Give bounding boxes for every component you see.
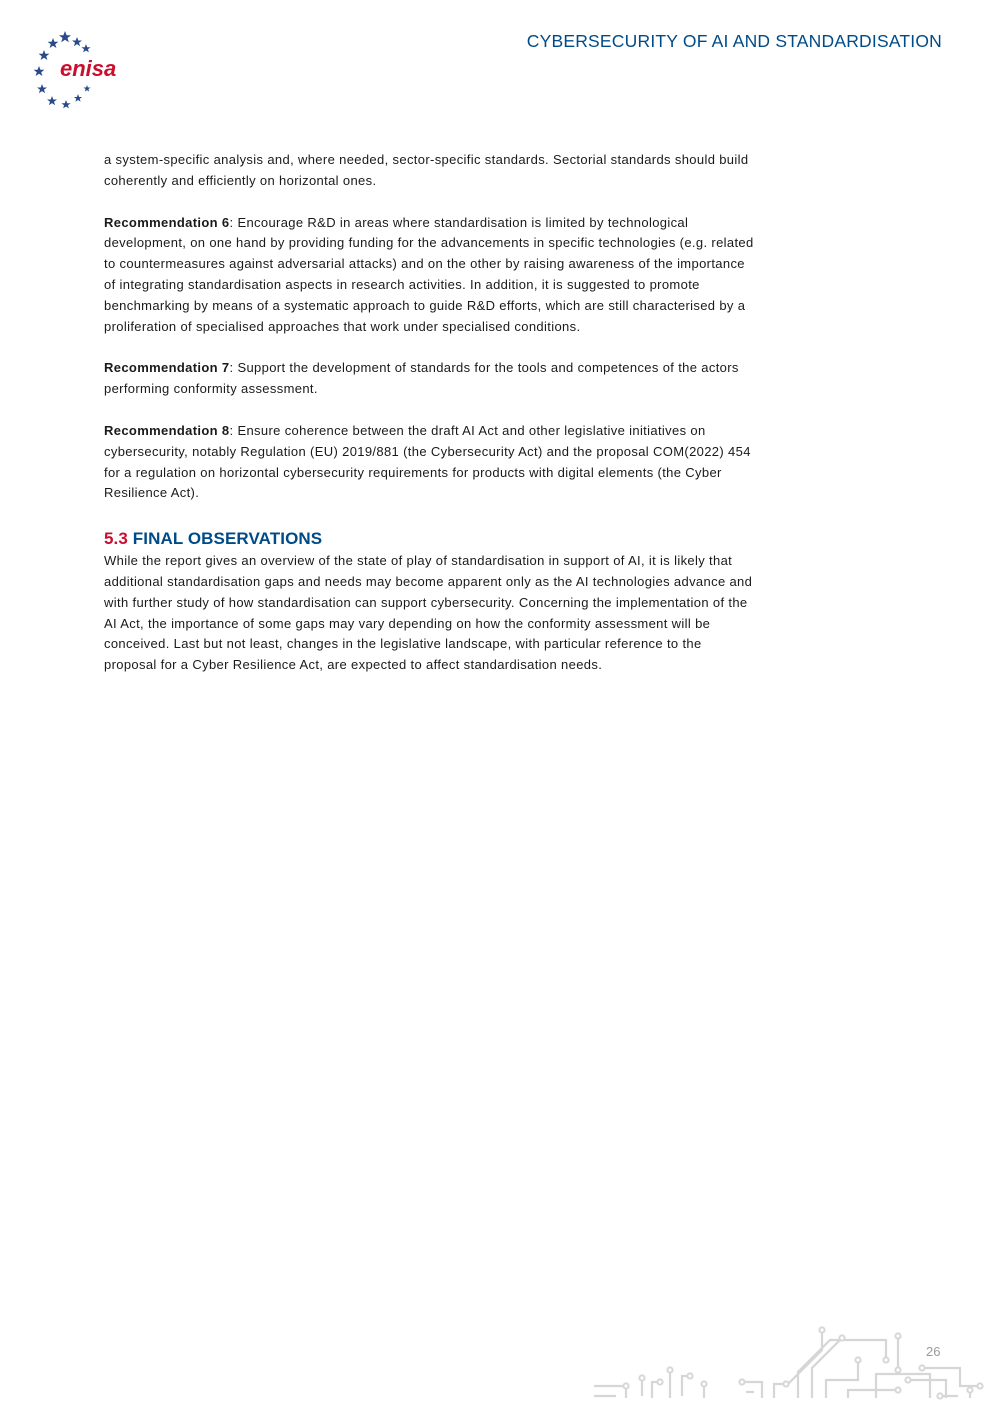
circuit-decoration — [586, 1320, 992, 1403]
main-content — [104, 150, 754, 676]
document-header-title: CYBERSECURITY OF AI AND STANDARDISATION — [526, 31, 942, 51]
recommendation-7-text: : Support the development of standards for the tools and competences of the actors performing conformity assessment. — [104, 360, 739, 397]
intro-paragraph: a system-specific analysis and, where needed, sector-specific standards. Sectorial standards should build coherently and efficiently on horizontal ones. — [104, 152, 749, 188]
recommendation-6 — [104, 213, 754, 338]
section-title: FINAL OBSERVATIONS — [132, 529, 323, 549]
section-paragraph: While the report gives an overview of the state of play of standardisation in support of AI, it is likely that additional standardisation gaps and needs may become apparent only as the AI technologies advance and with further study of how standardisation can support cybersecurity. Concerning the implementation of the AI Act, the importance of some gaps may vary depending on how the conformity assessment will be conceived. Last but not least, changes in the legislative landscape, with particular reference to the proposal for a Cyber Resilience Act, are expected to affect standardisation needs. — [104, 553, 753, 673]
page-number: 26 — [926, 1344, 941, 1359]
recommendation-6-label: Recommendation 6 — [104, 214, 230, 230]
enisa-logo-graphic — [30, 28, 126, 114]
enisa-logo — [30, 28, 126, 114]
recommendation-8-text: : Ensure coherence between the draft AI Act and other legislative initiatives on cybersecurity, notably Regulation (EU) 2019/881 (the Cybersecurity Act) and the proposal COM(2022) 454 for a regulation on horizontal cybersecurity requirements for products with digital elements (the Cyber Resilience Act). — [104, 422, 751, 501]
recommendation-8-label: Recommendation 8 — [104, 422, 230, 438]
section-heading — [104, 527, 754, 551]
recommendation-7 — [104, 358, 754, 400]
section-number: 5.3 — [104, 529, 128, 549]
enisa-logo-text: enisa — [60, 56, 117, 81]
recommendation-6-text: : Encourage R&D in areas where standardisation is limited by technological development, on one hand by providing funding for the advancements in specific technologies (e.g. related to countermeasures against adversarial attacks) and on the other by raising awareness of the importance of integrating standardisation aspects in research activities. In addition, it is suggested to promote benchmarking by means of a systematic approach to guide R&D efforts, which are still characterised by a proliferation of specialised approaches that work under specialised conditions. — [104, 214, 754, 334]
recommendation-7-label: Recommendation 7 — [104, 360, 230, 376]
recommendation-8 — [104, 421, 754, 504]
